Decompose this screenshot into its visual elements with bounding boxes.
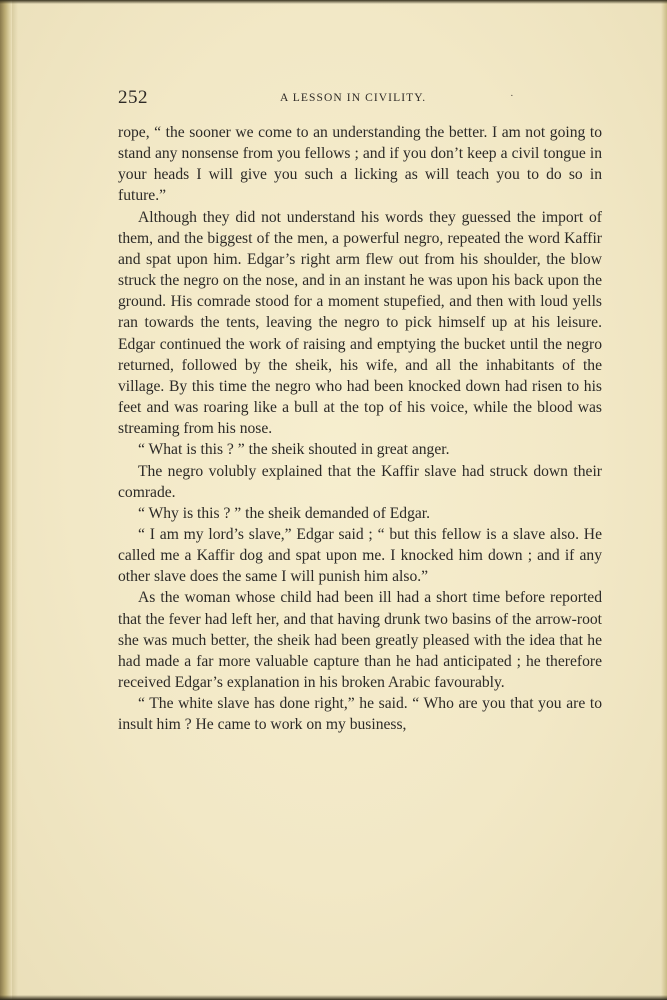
- paragraph: “ What is this ? ” the sheik shouted in great anger.: [138, 441, 450, 459]
- paragraph: As the woman whose child had been ill had a short time before reported that the fever had left her, and that having drunk two basins of the arrow-root she was much better, the sheik had been greatly pleased with the idea that he had made a far more valuable capture than he had anticipated ; he therefore received Edgar’s explanation in his broken Arabic favourably.: [118, 589, 602, 692]
- paragraph: Although they did not understand his words they guessed the import of them, and the biggest of the men, a powerful negro, repeated the word Kaffir and spat upon him. Edgar’s right arm flew out from his shoulder, the blow struck the negro on the nose, and in an instant he was upon his back upon the ground. His comrade stood for a moment stupefied, and then with loud yells ran towards the tents, leaving the negro to pick himself up at his leisure. Edgar continued the work of raising and emptying the bucket until the negro returned, followed by the sheik, his wife, and all the inhabitants of the village. By this time the negro who had been knocked down had risen to his feet and was roaring like a bull at the top of his voice, while the blood was streaming from his nose.: [118, 208, 602, 438]
- paragraph: The negro volubly explained that the Kaffir slave had struck down their comrade.: [118, 462, 602, 501]
- body-text: [118, 122, 602, 736]
- page-right-edge: [661, 0, 667, 1000]
- paragraph: “ Why is this ? ” the sheik demanded of Edgar.: [138, 504, 431, 522]
- page-number: 252: [118, 87, 148, 108]
- paragraph: rope, “ the sooner we come to an understanding the better. I am not going to stand any nonsense from you fellows ; and if you don’t keep a civil tongue in your heads I will give you such a licking as will teach you to do so in future.”: [118, 124, 602, 205]
- page-top-edge: [0, 0, 667, 4]
- paragraph: “ The white slave has done right,” he said. “ Who are you that you are to insult him ? He came to work on my business,: [118, 695, 602, 734]
- paragraph: “ I am my lord’s slave,” Edgar said ; “ but this fellow is a slave also. He called me a Kaffir dog and spat upon me. I knocked him down ; and if any other slave does the same I will punish him also.”: [118, 525, 602, 586]
- header-mark: ·: [510, 90, 514, 102]
- page-bottom-edge: [0, 995, 667, 1000]
- page-header: [118, 87, 602, 109]
- page-binding-fade: [12, 0, 18, 1000]
- page-binding-shadow: [0, 0, 12, 1000]
- running-head: A LESSON IN CIVILITY.: [280, 92, 427, 104]
